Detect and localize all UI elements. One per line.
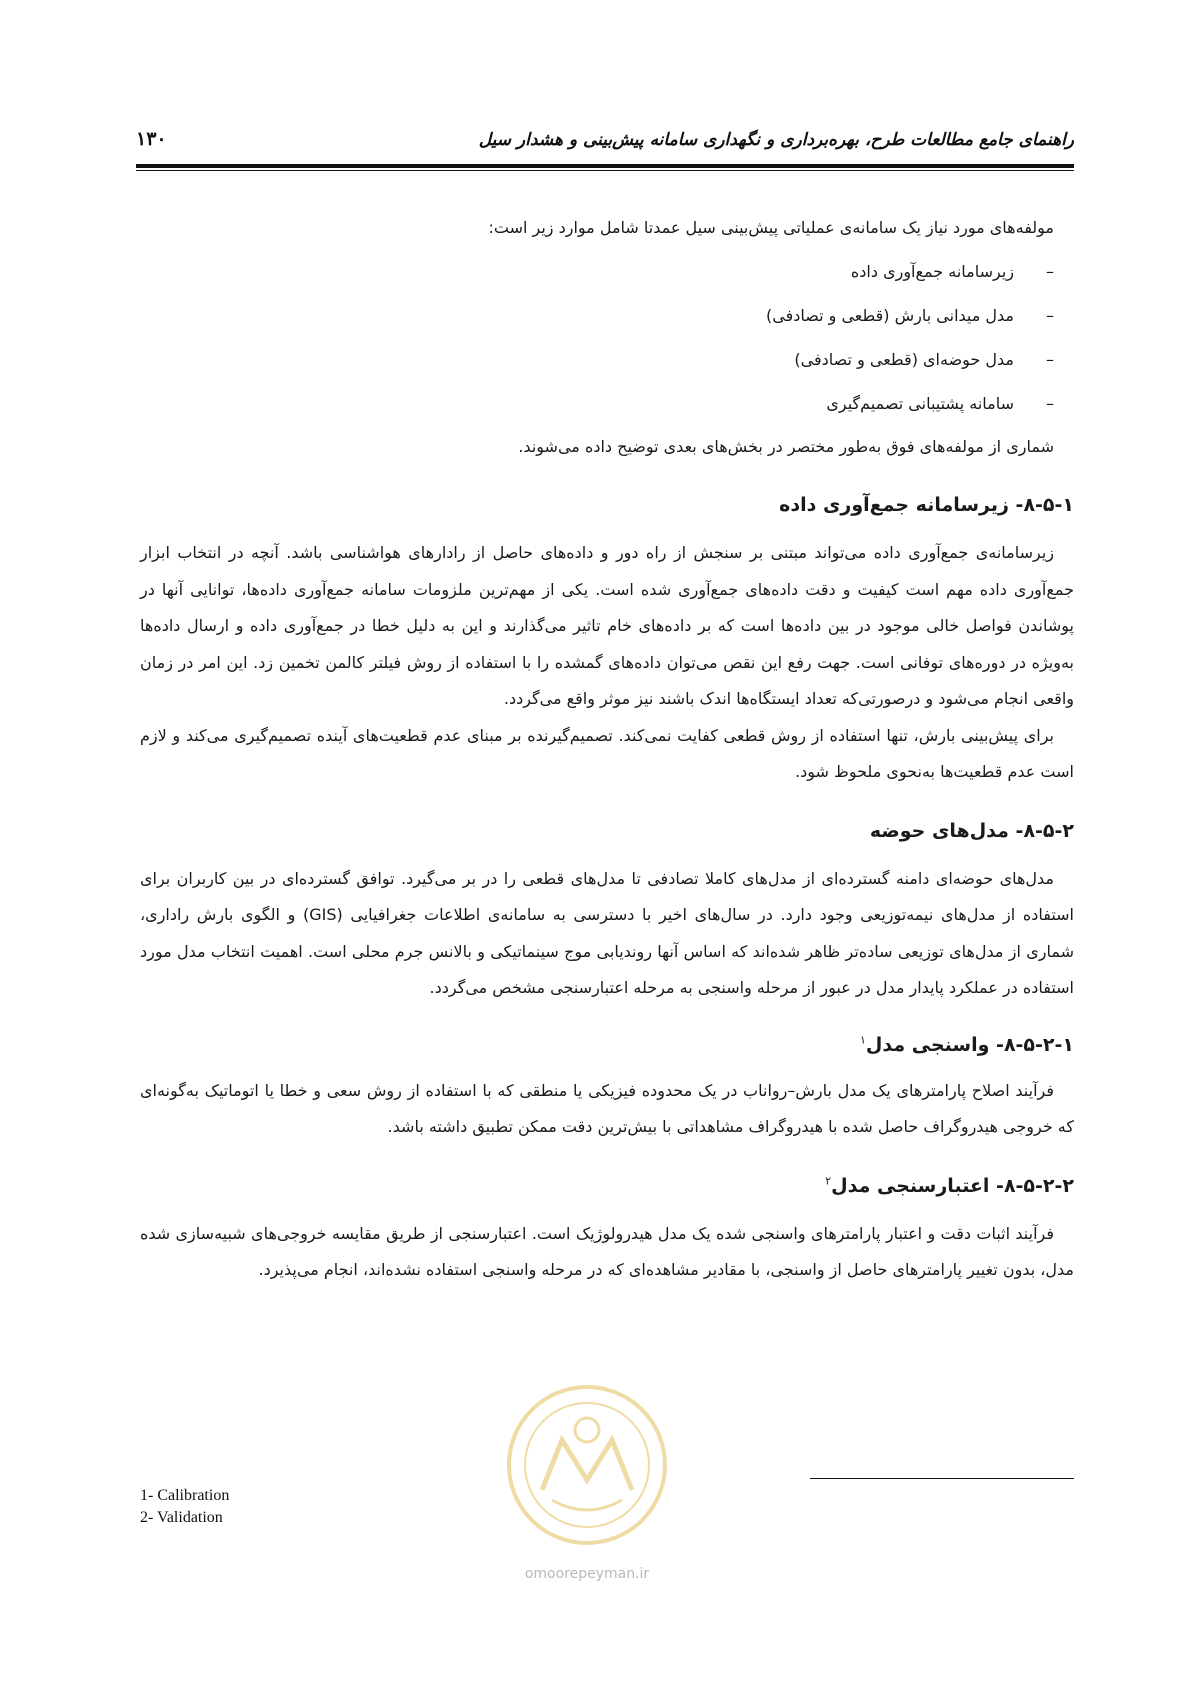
footnote-item: 1- Calibration [140, 1487, 230, 1504]
watermark-text: omoorepeyman.ir [524, 1566, 650, 1582]
list-item-text: زیرسامانه جمع‌آوری داده [850, 261, 1014, 281]
footnote-item: 2- Validation [140, 1509, 223, 1526]
paragraph: فرآیند اثبات دقت و اعتبار پارامترهای واسنجی شده یک مدل هیدرولوژیک است. اعتبارسنجی از طریق مقایسه خروجی‌های شبیه‌سازی شده مدل، بدون تغییر پارامترهای حاصل از واسنجی، با مقادیر مشاهده‌ای که در مرحله واسنجی استفاده نشده‌اند، انجام می‌پذیرد. [140, 1223, 1074, 1279]
section-heading-basin-models: ۸-۵-۲- مدل‌های حوضه [869, 819, 1074, 842]
header-rule-thin [136, 170, 1074, 171]
list-dash: – [1046, 393, 1054, 413]
footnote-separator [810, 1478, 1074, 1479]
header-rule [136, 164, 1074, 168]
list-item-text: مدل حوضه‌ای (قطعی و تصادفی) [794, 349, 1014, 369]
list-item [140, 382, 1054, 426]
list-dash: – [1046, 261, 1054, 281]
list-dash: – [1046, 349, 1054, 369]
footnote-ref[interactable]: ۱ [860, 1033, 866, 1047]
list-item-text: مدل میدانی بارش (قطعی و تصادفی) [766, 305, 1014, 325]
heading-text: ۸-۵-۲-۲- اعتبارسنجی مدل [831, 1174, 1074, 1197]
footnotes [140, 1485, 229, 1529]
components-list [140, 250, 1074, 426]
footnote-ref[interactable]: ۲ [825, 1174, 832, 1188]
intro-paragraph: مولفه‌های مورد نیاز یک سامانه‌ی عملیاتی پیش‌بینی سیل عمدتا شامل موارد زیر است: [488, 218, 1054, 237]
list-item-text: سامانه پشتیبانی تصمیم‌گیری [826, 393, 1014, 413]
list-dash: – [1046, 305, 1054, 325]
list-item [140, 250, 1054, 294]
header-title: راهنمای جامع مطالعات طرح، بهره‌برداری و نگهداری سامانه پیش‌بینی و هشدار سیل [478, 130, 1074, 150]
section-heading-validation [140, 1168, 1074, 1204]
page-body [140, 210, 1074, 1289]
paragraph: برای پیش‌بینی بارش، تنها استفاده از روش قطعی کفایت نمی‌کند. تصمیم‌گیرنده بر مبنای عدم قطعیت‌های آینده تصمیم‌گیری می‌کند و لازم است عدم قطعیت‌ها به‌نحوی ملحوظ شود. [140, 725, 1074, 781]
paragraph: مدل‌های حوضه‌ای دامنه گسترده‌ای از مدل‌های کاملا تصادفی تا مدل‌های قطعی را در بر می‌گیرد. توافق گسترده‌ای در بین کاربران برای استفاده از مدل‌های نیمه‌توزیعی وجود دارد. در سال‌های اخیر با دسترسی به سامانه‌ی اطلاعات جغرافیایی (GIS) و الگوی بارش راداری، شماری از مدل‌های توزیعی ساده‌تر ظاهر شده‌اند که اساس آنها روندیابی موج سینماتیکی و بالانس جرم محلی است. اهمیت انتخاب مدل مورد استفاده در عملکرد پایدار مدل در عبور از مرحله واسنجی به مرحله اعتبارسنجی مشخص می‌گردد. [140, 868, 1074, 997]
page-number: ۱۳۰ [136, 128, 167, 150]
heading-text: ۸-۵-۲-۱- واسنجی مدل [865, 1033, 1074, 1056]
section-heading-calibration [140, 1027, 1074, 1063]
page-header [136, 120, 1074, 168]
watermark-logo-icon [492, 1370, 682, 1590]
intro-closing: شماری از مولفه‌های فوق به‌طور مختصر در بخش‌های بعدی توضیح داده می‌شوند. [518, 436, 1054, 456]
list-item [140, 338, 1054, 382]
section-heading-data-collection: ۸-۵-۱- زیرسامانه جمع‌آوری داده [779, 494, 1074, 516]
paragraph: فرآیند اصلاح پارامترهای یک مدل بارش–رواناب در یک محدوده فیزیکی یا منطقی که با استفاده از روش سعی و خطا یا اتوماتیک به‌گونه‌ای که خروجی هیدروگراف حاصل شده با هیدروگراف مشاهداتی با بیش‌ترین دقت ممکن تطبیق داشته باشد. [140, 1080, 1074, 1136]
list-item [140, 294, 1054, 338]
paragraph: زیرسامانه‌ی جمع‌آوری داده می‌تواند مبتنی بر سنجش از راه دور و داده‌های حاصل از رادارهای هواشناسی باشد. آنچه در انتخاب ابزار جمع‌آوری داده مهم است کیفیت و دقت داده‌های جمع‌آوری شده است. یکی از مهم‌ترین ملزومات سامانه جمع‌آوری داده‌ها، توانایی آنها در پوشاندن فواصل خالی موجود در بین داده‌ها است که بر داده‌های خام تاثیر می‌گذارند و این به دلیل خطا در جمع‌آوری داده و ارسال داده‌ها به‌ویژه در دوره‌های توفانی است. جهت رفع این نقص می‌توان داده‌های گمشده را با استفاده از روش فیلتر کالمن تخمین زد. این امر در زمان واقعی انجام می‌شود و درصورتی‌که تعداد ایستگاه‌ها اندک باشند نیز موثر واقع می‌گردد. [140, 543, 1074, 708]
